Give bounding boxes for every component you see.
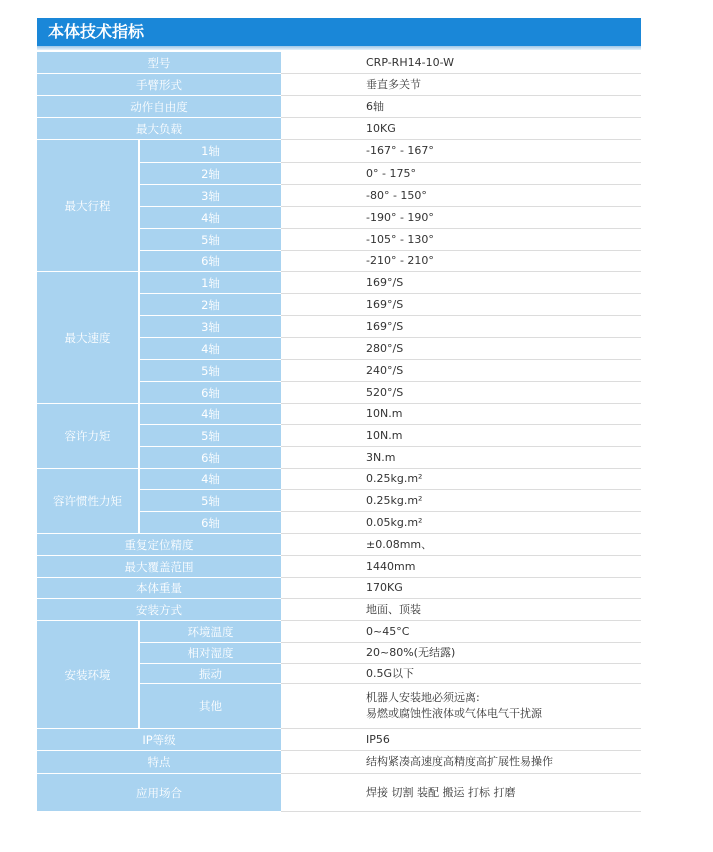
spec-group-label: 最大速度 (37, 272, 139, 404)
spec-sub-label: 2轴 (139, 294, 281, 316)
spec-sub-label: 6轴 (139, 251, 281, 272)
spec-value: 169°/S (281, 316, 641, 338)
section-header (37, 18, 641, 46)
spec-sub-label: 4轴 (139, 338, 281, 360)
spec-table (37, 52, 641, 812)
spec-sub-label: 相对湿度 (139, 643, 281, 664)
spec-value: -210° - 210° (281, 251, 641, 272)
spec-value: 0° - 175° (281, 163, 641, 185)
spec-sub-label: 其他 (139, 684, 281, 729)
spec-value: 0.05kg.m² (281, 512, 641, 534)
spec-value: -105° - 130° (281, 229, 641, 251)
spec-label: 重复定位精度 (37, 534, 281, 556)
spec-sub-label: 环境温度 (139, 621, 281, 643)
spec-value: 结构紧凑高速度高精度高扩展性易操作 (281, 751, 641, 774)
spec-sub-label: 1轴 (139, 272, 281, 294)
spec-value: 地面、顶装 (281, 599, 641, 621)
spec-sub-label: 振动 (139, 664, 281, 684)
spec-label: 型号 (37, 52, 281, 74)
spec-group-label: 容许惯性力矩 (37, 469, 139, 534)
spec-value: 6轴 (281, 96, 641, 118)
spec-group-label: 安装环境 (37, 621, 139, 729)
section-title: 本体技术指标 (48, 22, 145, 41)
spec-value: 10KG (281, 118, 641, 140)
spec-value: ±0.08mm、 (281, 534, 641, 556)
spec-label: 应用场合 (37, 774, 281, 812)
spec-group-label: 最大行程 (37, 140, 139, 272)
spec-label: 安装方式 (37, 599, 281, 621)
spec-value: 1440mm (281, 556, 641, 578)
spec-value: 280°/S (281, 338, 641, 360)
spec-sub-label: 5轴 (139, 360, 281, 382)
spec-sub-label: 1轴 (139, 140, 281, 163)
spec-sub-label: 4轴 (139, 207, 281, 229)
spec-value: 0.5G以下 (281, 664, 641, 684)
spec-sub-label: 3轴 (139, 316, 281, 338)
spec-value: -80° - 150° (281, 185, 641, 207)
spec-sub-label: 4轴 (139, 469, 281, 490)
spec-value: 10N.m (281, 404, 641, 425)
spec-label: IP等级 (37, 729, 281, 751)
spec-sub-label: 5轴 (139, 490, 281, 512)
spec-value: 0~45°C (281, 621, 641, 643)
spec-sub-label: 6轴 (139, 512, 281, 534)
spec-sub-label: 6轴 (139, 447, 281, 469)
spec-group-label: 容许力矩 (37, 404, 139, 469)
spec-value: 169°/S (281, 294, 641, 316)
spec-value: 20~80%(无结露) (281, 643, 641, 664)
spec-label: 动作自由度 (37, 96, 281, 118)
spec-value: 10N.m (281, 425, 641, 447)
spec-label: 本体重量 (37, 578, 281, 599)
spec-value: 520°/S (281, 382, 641, 404)
spec-value: 0.25kg.m² (281, 469, 641, 490)
spec-value: 3N.m (281, 447, 641, 469)
spec-label: 最大覆盖范围 (37, 556, 281, 578)
spec-sub-label: 4轴 (139, 404, 281, 425)
spec-value: 240°/S (281, 360, 641, 382)
spec-value: 169°/S (281, 272, 641, 294)
spec-label: 特点 (37, 751, 281, 774)
spec-sub-label: 5轴 (139, 425, 281, 447)
spec-value: 机器人安装地必须远离: 易燃或腐蚀性液体或气体电气干扰源 (281, 684, 641, 729)
spec-value: 0.25kg.m² (281, 490, 641, 512)
spec-sub-label: 5轴 (139, 229, 281, 251)
spec-value: 焊接 切割 装配 搬运 打标 打磨 (281, 774, 641, 812)
spec-value: CRP-RH14-10-W (281, 52, 641, 74)
spec-value: -190° - 190° (281, 207, 641, 229)
spec-sub-label: 6轴 (139, 382, 281, 404)
spec-value: 垂直多关节 (281, 74, 641, 96)
spec-value: -167° - 167° (281, 140, 641, 163)
spec-label: 最大负载 (37, 118, 281, 140)
spec-label: 手臂形式 (37, 74, 281, 96)
spec-value: IP56 (281, 729, 641, 751)
spec-sub-label: 2轴 (139, 163, 281, 185)
header-underline (37, 46, 641, 50)
spec-value: 170KG (281, 578, 641, 599)
spec-sub-label: 3轴 (139, 185, 281, 207)
